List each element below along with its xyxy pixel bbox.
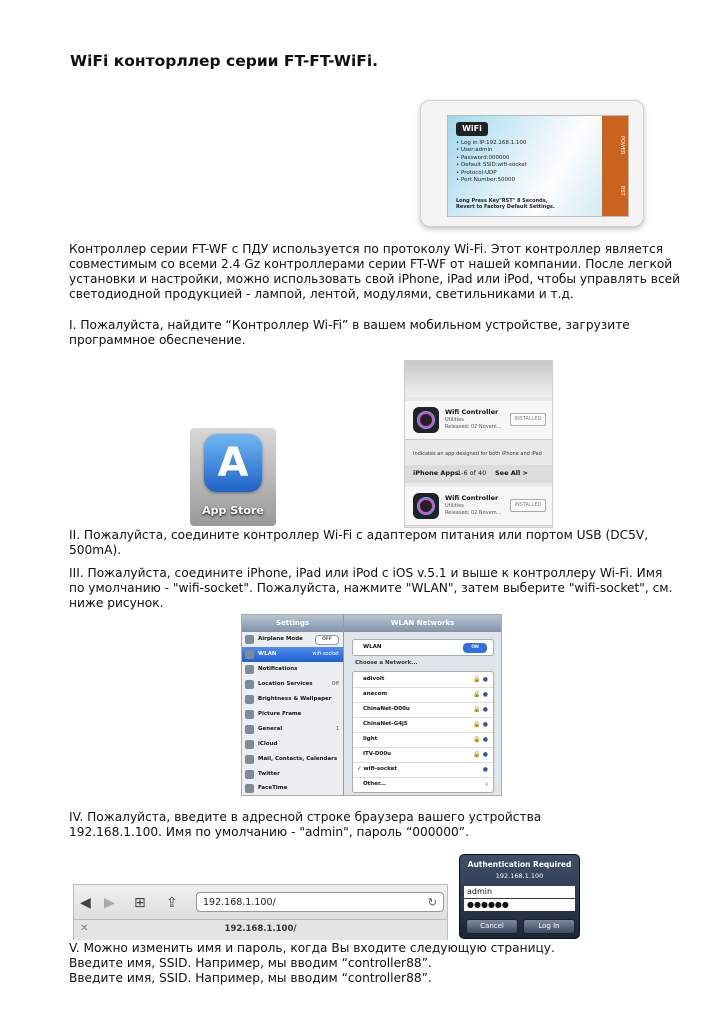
wifi-logo: WiFi <box>456 122 488 136</box>
settings-screenshot <box>241 614 502 796</box>
choose-network-label: Choose a Network... <box>355 660 418 666</box>
step-5-text: V. Можно изменить имя и пароль, когда Вы входите следующую страницу. Введите имя, SSID. Например, мы вводим “controller88”. Введите имя, SSID. Например, мы вводим “controller88”. <box>69 941 555 985</box>
close-tab-icon: ✕ <box>80 923 89 934</box>
settings-item: Twitter <box>242 767 343 782</box>
network-row: ChinaNet-D00u 🔒 ● <box>353 702 493 718</box>
step-2-text: II. Пожалуйста, соедините контроллер Wi-Fi с адаптером питания или портом USB (DC5V, 500mA). <box>69 528 649 557</box>
network-row: ITV-D00u 🔒 ● <box>353 747 493 763</box>
settings-item: Mail, Contacts, Calendars <box>242 752 343 767</box>
auth-dialog-screenshot <box>459 854 580 939</box>
device-side-strip: POWER RST <box>602 116 628 216</box>
auth-title: Authentication Required <box>467 860 572 869</box>
step-4-text: IV. Пожалуйста, введите в адресной строке браузера вашего устройства 192.168.1.100. Имя по умолчанию - "admin", пароль “000000”. <box>69 810 542 839</box>
listing-note: Indicates an app designed for both iPhone and iPad <box>413 451 542 457</box>
settings-item: Airplane Mode OFF <box>242 632 343 647</box>
app-store-label: App Store <box>202 504 264 517</box>
auth-cancel-button: Cancel <box>466 919 518 934</box>
step-3-text: III. Пожалуйста, соедините iPhone, iPad или iPod с iOS v.5.1 и выше к контроллеру Wi-Fi. Имя по умолчанию - "wifi-socket". Пожалуйста, нажмите "WLAN", затем выберите "wifi-socket", см. ниже рисунок. <box>69 566 673 610</box>
network-row: Other... › <box>363 781 488 788</box>
wifi-controller-app-icon <box>413 407 439 433</box>
network-row: anecom 🔒 ● <box>353 687 493 703</box>
step-1-text: I. Пожалуйста, найдите “Контроллер Wi-Fi” в вашем мобильном устройстве, загрузите программное обеспечение. <box>69 318 630 347</box>
wifi-controller-app-icon <box>413 493 439 519</box>
app-store-image <box>190 428 276 526</box>
settings-item: General 1 <box>242 722 343 737</box>
settings-item: iCloud <box>242 737 343 752</box>
installed-button: INSTALLED <box>510 413 546 426</box>
settings-item: Picture Frame <box>242 707 343 722</box>
back-icon: ◀ <box>80 895 91 911</box>
listing-section-bar: iPhone Apps 1-6 of 40 See All > <box>405 465 552 483</box>
settings-item-wlan: WLAN wifi-socket <box>242 647 343 662</box>
address-bar: 192.168.1.100/ ↻ <box>196 892 444 912</box>
auth-login-button: Log In <box>523 919 575 934</box>
device-label-lines: • Log in IP:192.168.1.100 • User:admin • Password:000000 • Default SSID:wifi-socket • Protocol:UDP • Port Number:50000 <box>456 140 527 184</box>
network-row: ChinaNet-G4j5 🔒 ● <box>353 717 493 733</box>
auth-password-field: ●●●●●● <box>464 899 575 911</box>
device-reset-note: Long Press Key"RST" 8 Seconds, Revert to Factory Default Settings. <box>456 198 555 210</box>
intro-paragraph: Контроллер серии FT-WF с ПДУ используется по протоколу Wi-Fi. Этот контроллер является совместимым со всеми 2.4 Gz контроллерами серии FT-WF от нашей компании. После легкой установки и настройки, можно использовать свой iPhone, iPad или iPod, чтобы управлять всей светодиодной продукцией - лампой, лентой, модулями, светильниками и т.д. <box>69 242 681 301</box>
auth-username-field: admin <box>464 886 575 898</box>
browser-screenshot <box>73 884 448 940</box>
page-title: WiFi конторллер серии FT-FT-WiFi. <box>70 52 379 70</box>
forward-icon: ▶ <box>104 895 115 911</box>
app-listing-row: Wifi Controller Utilities Released: 02 Novem... INSTALLED <box>405 487 552 526</box>
app-store-icon: A <box>204 434 262 492</box>
settings-item: Notifications <box>242 662 343 677</box>
bookmarks-icon: ⊞ <box>134 895 146 911</box>
installed-button: INSTALLED <box>510 499 546 512</box>
settings-item: FaceTime <box>242 781 343 796</box>
app-listing-row: Wifi Controller Utilities Released: 02 Novem... INSTALLED <box>405 401 552 440</box>
settings-panel: Settings Airplane Mode OFF WLAN wifi-socket Notifications Location Services Off Brightness & Wallpaper Picture Frame General 1 iCloud Mail, Contacts, Calendars Twitter FaceTime <box>242 615 344 795</box>
wlan-toggle-row: WLAN ON <box>352 639 494 656</box>
network-row: adivolt 🔒 ● <box>353 672 493 688</box>
wlan-networks-title: WLAN Networks <box>344 615 501 632</box>
controller-device-image <box>420 100 644 227</box>
settings-item: Brightness & Wallpaper <box>242 692 343 707</box>
app-listing-screenshot <box>404 360 553 528</box>
browser-page-title: 192.168.1.100/ <box>224 924 297 934</box>
network-list <box>352 671 494 793</box>
share-icon: ⇪ <box>166 895 178 911</box>
network-row: light 🔒 ● <box>353 732 493 748</box>
settings-item: Location Services Off <box>242 677 343 692</box>
auth-host: 192.168.1.100 <box>495 872 544 880</box>
network-row-selected: ✓ wifi-socket ● <box>353 762 493 778</box>
reload-icon: ↻ <box>427 896 437 909</box>
